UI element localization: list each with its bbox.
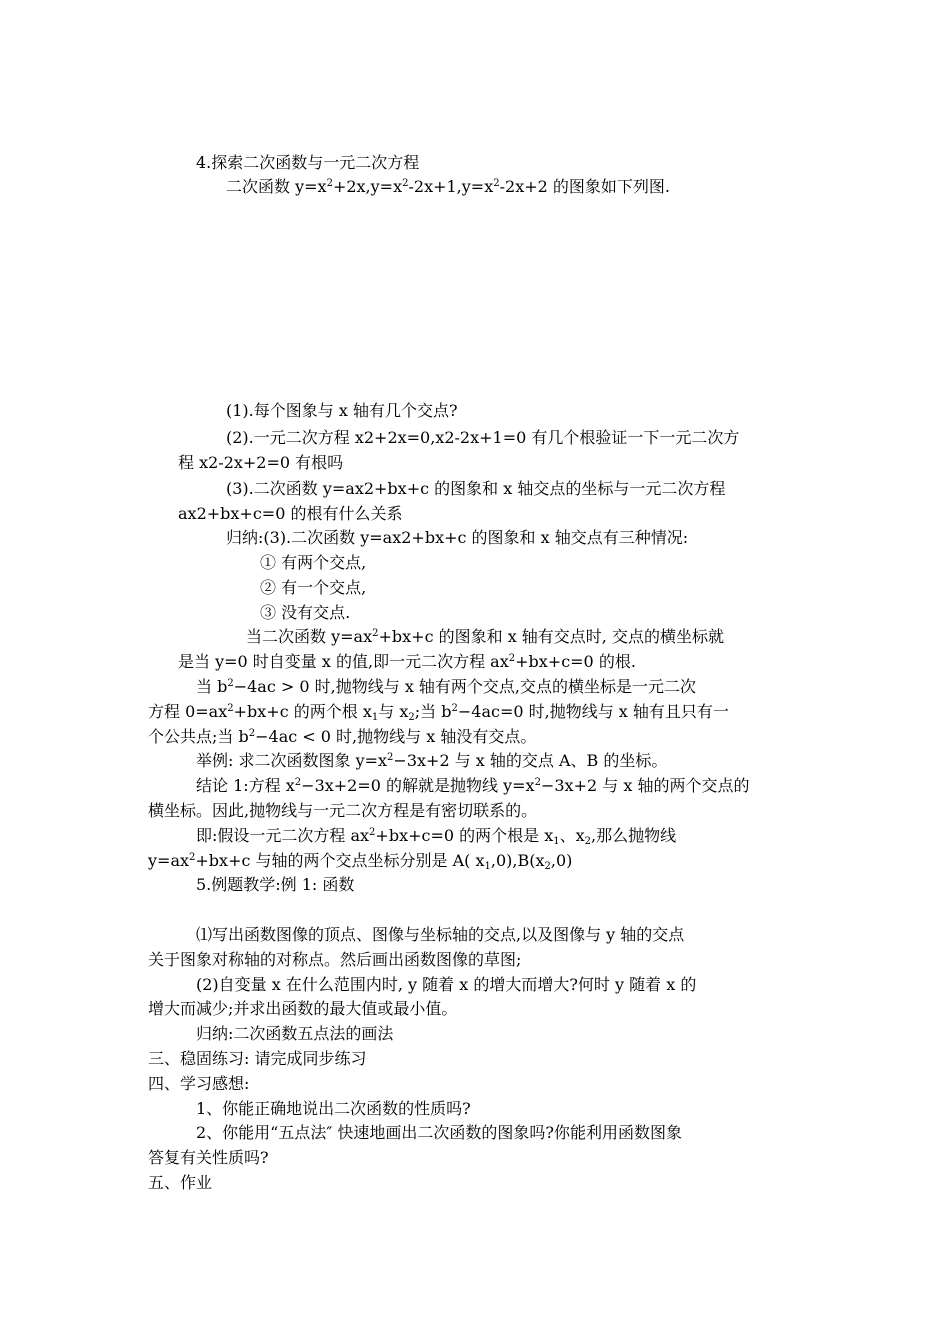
superscript: 2 (372, 628, 379, 639)
subscript: 1 (484, 861, 491, 872)
text-segment: ⑴写出函数图像的顶点、图像与坐标轴的交点,以及图像与 y 轴的交点 (196, 925, 685, 944)
superscript: 2 (326, 178, 333, 189)
text-line (196, 824, 676, 848)
text-segment: 三、稳固练习: 请完成同步练习 (148, 1049, 367, 1068)
text-segment: 方程 0=ax (148, 702, 228, 721)
text-segment: 个公共点;当 b (148, 727, 249, 746)
text-segment: 答复有关性质吗? (148, 1148, 269, 1167)
superscript: 2 (402, 178, 409, 189)
text-segment: 即:假设一元二次方程 ax (196, 826, 370, 845)
conclusion-line (148, 799, 537, 823)
superscript: 2 (248, 728, 256, 739)
text-line (148, 849, 572, 873)
text-line (178, 650, 636, 674)
text-segment: +bx+c 的两个根 x (233, 702, 372, 721)
text-segment: ① 有两个交点, (260, 553, 367, 572)
question-line (226, 477, 725, 501)
question-line (178, 451, 343, 475)
superscript: 2 (387, 752, 394, 763)
text-segment: 结论 1:方程 x (196, 776, 295, 795)
question-line (226, 399, 458, 423)
superscript: 2 (227, 678, 234, 689)
text-segment: −3x+2=0 的解就是抛物线 y=x (301, 776, 535, 795)
text-segment: ,那么抛物线 (591, 826, 677, 845)
text-segment: 5.例题教学:例 1: 函数 (196, 875, 355, 894)
text-segment: 举例: 求二次函数图象 y=x (196, 751, 388, 770)
text-line (196, 1121, 682, 1145)
question-line (226, 426, 739, 450)
text-segment: +bx+c=0 的根. (515, 652, 636, 671)
superscript: 2 (189, 852, 196, 863)
text-segment: 与 x (378, 702, 409, 721)
subscript: 1 (371, 712, 379, 723)
superscript: 2 (451, 703, 458, 714)
text-segment: 增大而减少;并求出函数的最大值或最小值。 (148, 999, 458, 1018)
text-segment: +2x,y=x (332, 177, 403, 196)
text-segment: 二次函数 y=x (226, 177, 327, 196)
text-line (226, 175, 670, 199)
text-segment: 横坐标。因此,抛物线与一元二次方程是有密切联系的。 (148, 801, 538, 820)
text-segment: 当二次函数 y=ax (246, 627, 373, 646)
exercise-line (196, 973, 696, 997)
text-segment: 1、你能正确地说出二次函数的性质吗? (196, 1099, 471, 1118)
text-segment: (2).一元二次方程 x2+2x=0,x2-2x+1=0 有几个根验证一下一元二次方 (226, 428, 740, 447)
text-segment: −3x+2 与 x 轴的交点 A、B 的坐标。 (393, 751, 668, 770)
exercise-line (148, 997, 457, 1021)
text-segment: 2、你能用“五点法″ 快速地画出二次函数的图象吗?你能利用函数图象 (196, 1123, 683, 1142)
superscript: 2 (508, 653, 516, 664)
text-line (246, 625, 724, 649)
superscript: 2 (227, 703, 234, 714)
example-line (196, 749, 667, 773)
text-segment: 归纳:(3).二次函数 y=ax2+bx+c 的图象和 x 轴交点有三种情况: (226, 528, 689, 547)
superscript: 2 (369, 827, 376, 838)
text-segment: (2)自变量 x 在什么范围内时, y 随着 x 的增大而增大?何时 y 随着 x 的 (196, 975, 697, 994)
text-segment: -2x+1,y=x (408, 177, 494, 196)
text-segment: 关于图象对称轴的对称点。然后画出函数图像的草图; (148, 950, 522, 969)
list-item (260, 551, 366, 575)
text-segment: 归纳:二次函数五点法的画法 (196, 1024, 394, 1043)
text-segment: ax2+bx+c=0 的根有什么关系 (178, 504, 403, 523)
conclusion-line (196, 774, 749, 798)
text-segment: 、x (559, 826, 585, 845)
text-segment: 4.探索二次函数与一元二次方程 (196, 153, 420, 172)
text-line (148, 700, 729, 724)
text-segment: 是当 y=0 时自变量 x 的值,即一元二次方程 ax (178, 652, 509, 671)
text-line (148, 1146, 269, 1170)
superscript: 2 (534, 777, 541, 788)
exercise-line (196, 923, 684, 947)
subscript: 2 (408, 712, 415, 723)
text-segment: ,0) (550, 851, 573, 870)
text-segment: −4ac > 0 时,抛物线与 x 轴有两个交点,交点的横坐标是一元二次 (233, 677, 697, 696)
text-segment: 程 x2-2x+2=0 有根吗 (178, 453, 344, 472)
superscript: 2 (493, 178, 500, 189)
text-segment: −3x+2 与 x 轴的两个交点的 (540, 776, 750, 795)
subscript: 2 (584, 836, 592, 847)
text-segment: +bx+c 的图象和 x 轴有交点时, 交点的横坐标就 (378, 627, 724, 646)
text-segment: (3).二次函数 y=ax2+bx+c 的图象和 x 轴交点的坐标与一元二次方程 (226, 479, 726, 498)
section-heading (148, 1072, 249, 1096)
text-segment: 当 b (196, 677, 228, 696)
text-segment: -2x+2 的图象如下列图. (499, 177, 670, 196)
text-segment: −4ac < 0 时,抛物线与 x 轴没有交点。 (255, 727, 537, 746)
section-heading (148, 1047, 366, 1071)
text-segment: 四、学习感想: (148, 1074, 250, 1093)
section-heading (148, 1171, 212, 1195)
text-segment: ,0),B(x (490, 851, 545, 870)
text-segment: ;当 b (414, 702, 452, 721)
text-segment: (1).每个图象与 x 轴有几个交点? (226, 401, 458, 420)
text-segment: y=ax (148, 851, 190, 870)
summary-line (226, 526, 688, 550)
text-segment: +bx+c 与轴的两个交点坐标分别是 A( x (195, 851, 485, 870)
list-item (260, 601, 350, 625)
section-heading (196, 873, 354, 897)
subscript: 1 (553, 836, 560, 847)
text-segment: ③ 没有交点. (260, 603, 351, 622)
text-segment: +bx+c=0 的两个根是 x (375, 826, 554, 845)
list-item (260, 576, 366, 600)
section-heading (196, 151, 419, 175)
summary-line (196, 1022, 393, 1046)
text-line (148, 725, 536, 749)
text-segment: 五、作业 (148, 1173, 213, 1192)
text-line (196, 675, 696, 699)
text-segment: ② 有一个交点, (260, 578, 367, 597)
graph-placeholder (180, 205, 780, 395)
subscript: 2 (544, 861, 551, 872)
question-line (178, 502, 402, 526)
text-segment: −4ac=0 时,抛物线与 x 轴有且只有一 (457, 702, 729, 721)
exercise-line (148, 948, 521, 972)
text-line (196, 1097, 471, 1121)
superscript: 2 (294, 777, 302, 788)
